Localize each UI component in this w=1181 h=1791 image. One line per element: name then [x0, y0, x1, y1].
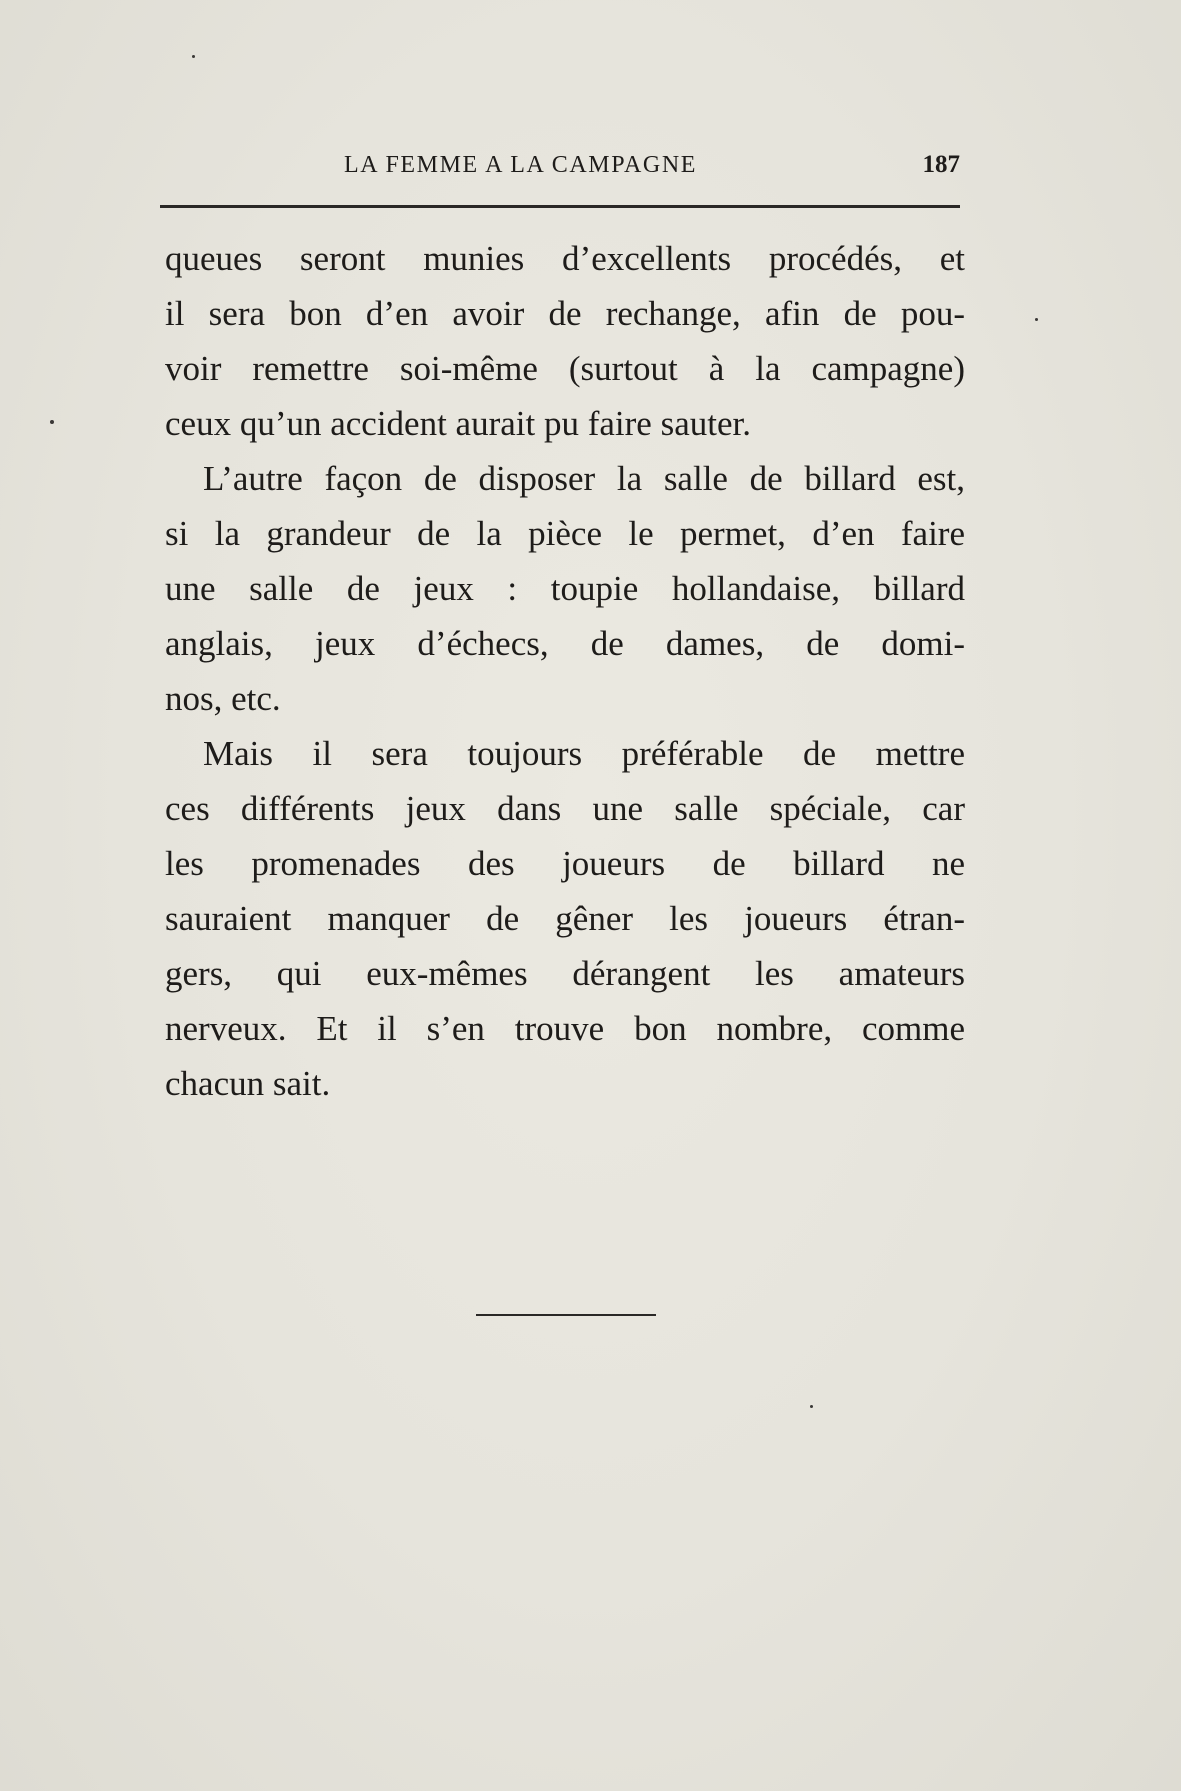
running-head: [160, 147, 960, 183]
text-line: gers, qui eux-mêmes dérangent les amateurs: [165, 954, 965, 993]
text-line: Mais il sera toujours préférable de mettre: [203, 734, 965, 773]
end-of-chapter-rule: [476, 1314, 656, 1316]
paper-speck: [50, 420, 54, 424]
text-line: nerveux. Et il s’en trouve bon nombre, comme: [165, 1009, 965, 1048]
text-line: anglais, jeux d’échecs, de dames, de domi-: [165, 624, 965, 663]
text-line: sauraient manquer de gêner les joueurs étran-: [165, 899, 965, 938]
text-line: une salle de jeux : toupie hollandaise, billard: [165, 569, 965, 608]
text-line: voir remettre soi-même (surtout à la campagne): [165, 349, 965, 388]
page-number: 187: [922, 151, 960, 178]
paper-speck: [1035, 318, 1038, 321]
running-title: LA FEMME A LA CAMPAGNE: [344, 152, 698, 178]
body-text: [165, 231, 965, 1111]
text-line: ces différents jeux dans une salle spéciale, car: [165, 789, 965, 828]
text-line: queues seront munies d’excellents procédés, et: [165, 239, 965, 278]
text-line: L’autre façon de disposer la salle de billard est,: [203, 459, 965, 498]
text-line: il sera bon d’en avoir de rechange, afin de pou-: [165, 294, 965, 333]
paragraph-2: [165, 451, 965, 726]
text-line: nos, etc.: [165, 679, 281, 718]
paragraph-1: [165, 231, 965, 451]
paper-speck: [192, 55, 195, 58]
header-rule: [160, 205, 960, 208]
text-line: les promenades des joueurs de billard ne: [165, 844, 965, 883]
text-line: chacun sait.: [165, 1064, 331, 1103]
paper-speck: [810, 1405, 813, 1408]
paragraph-3: [165, 726, 965, 1111]
text-line: si la grandeur de la pièce le permet, d’en faire: [165, 514, 965, 553]
text-line: ceux qu’un accident aurait pu faire sauter.: [165, 404, 751, 443]
